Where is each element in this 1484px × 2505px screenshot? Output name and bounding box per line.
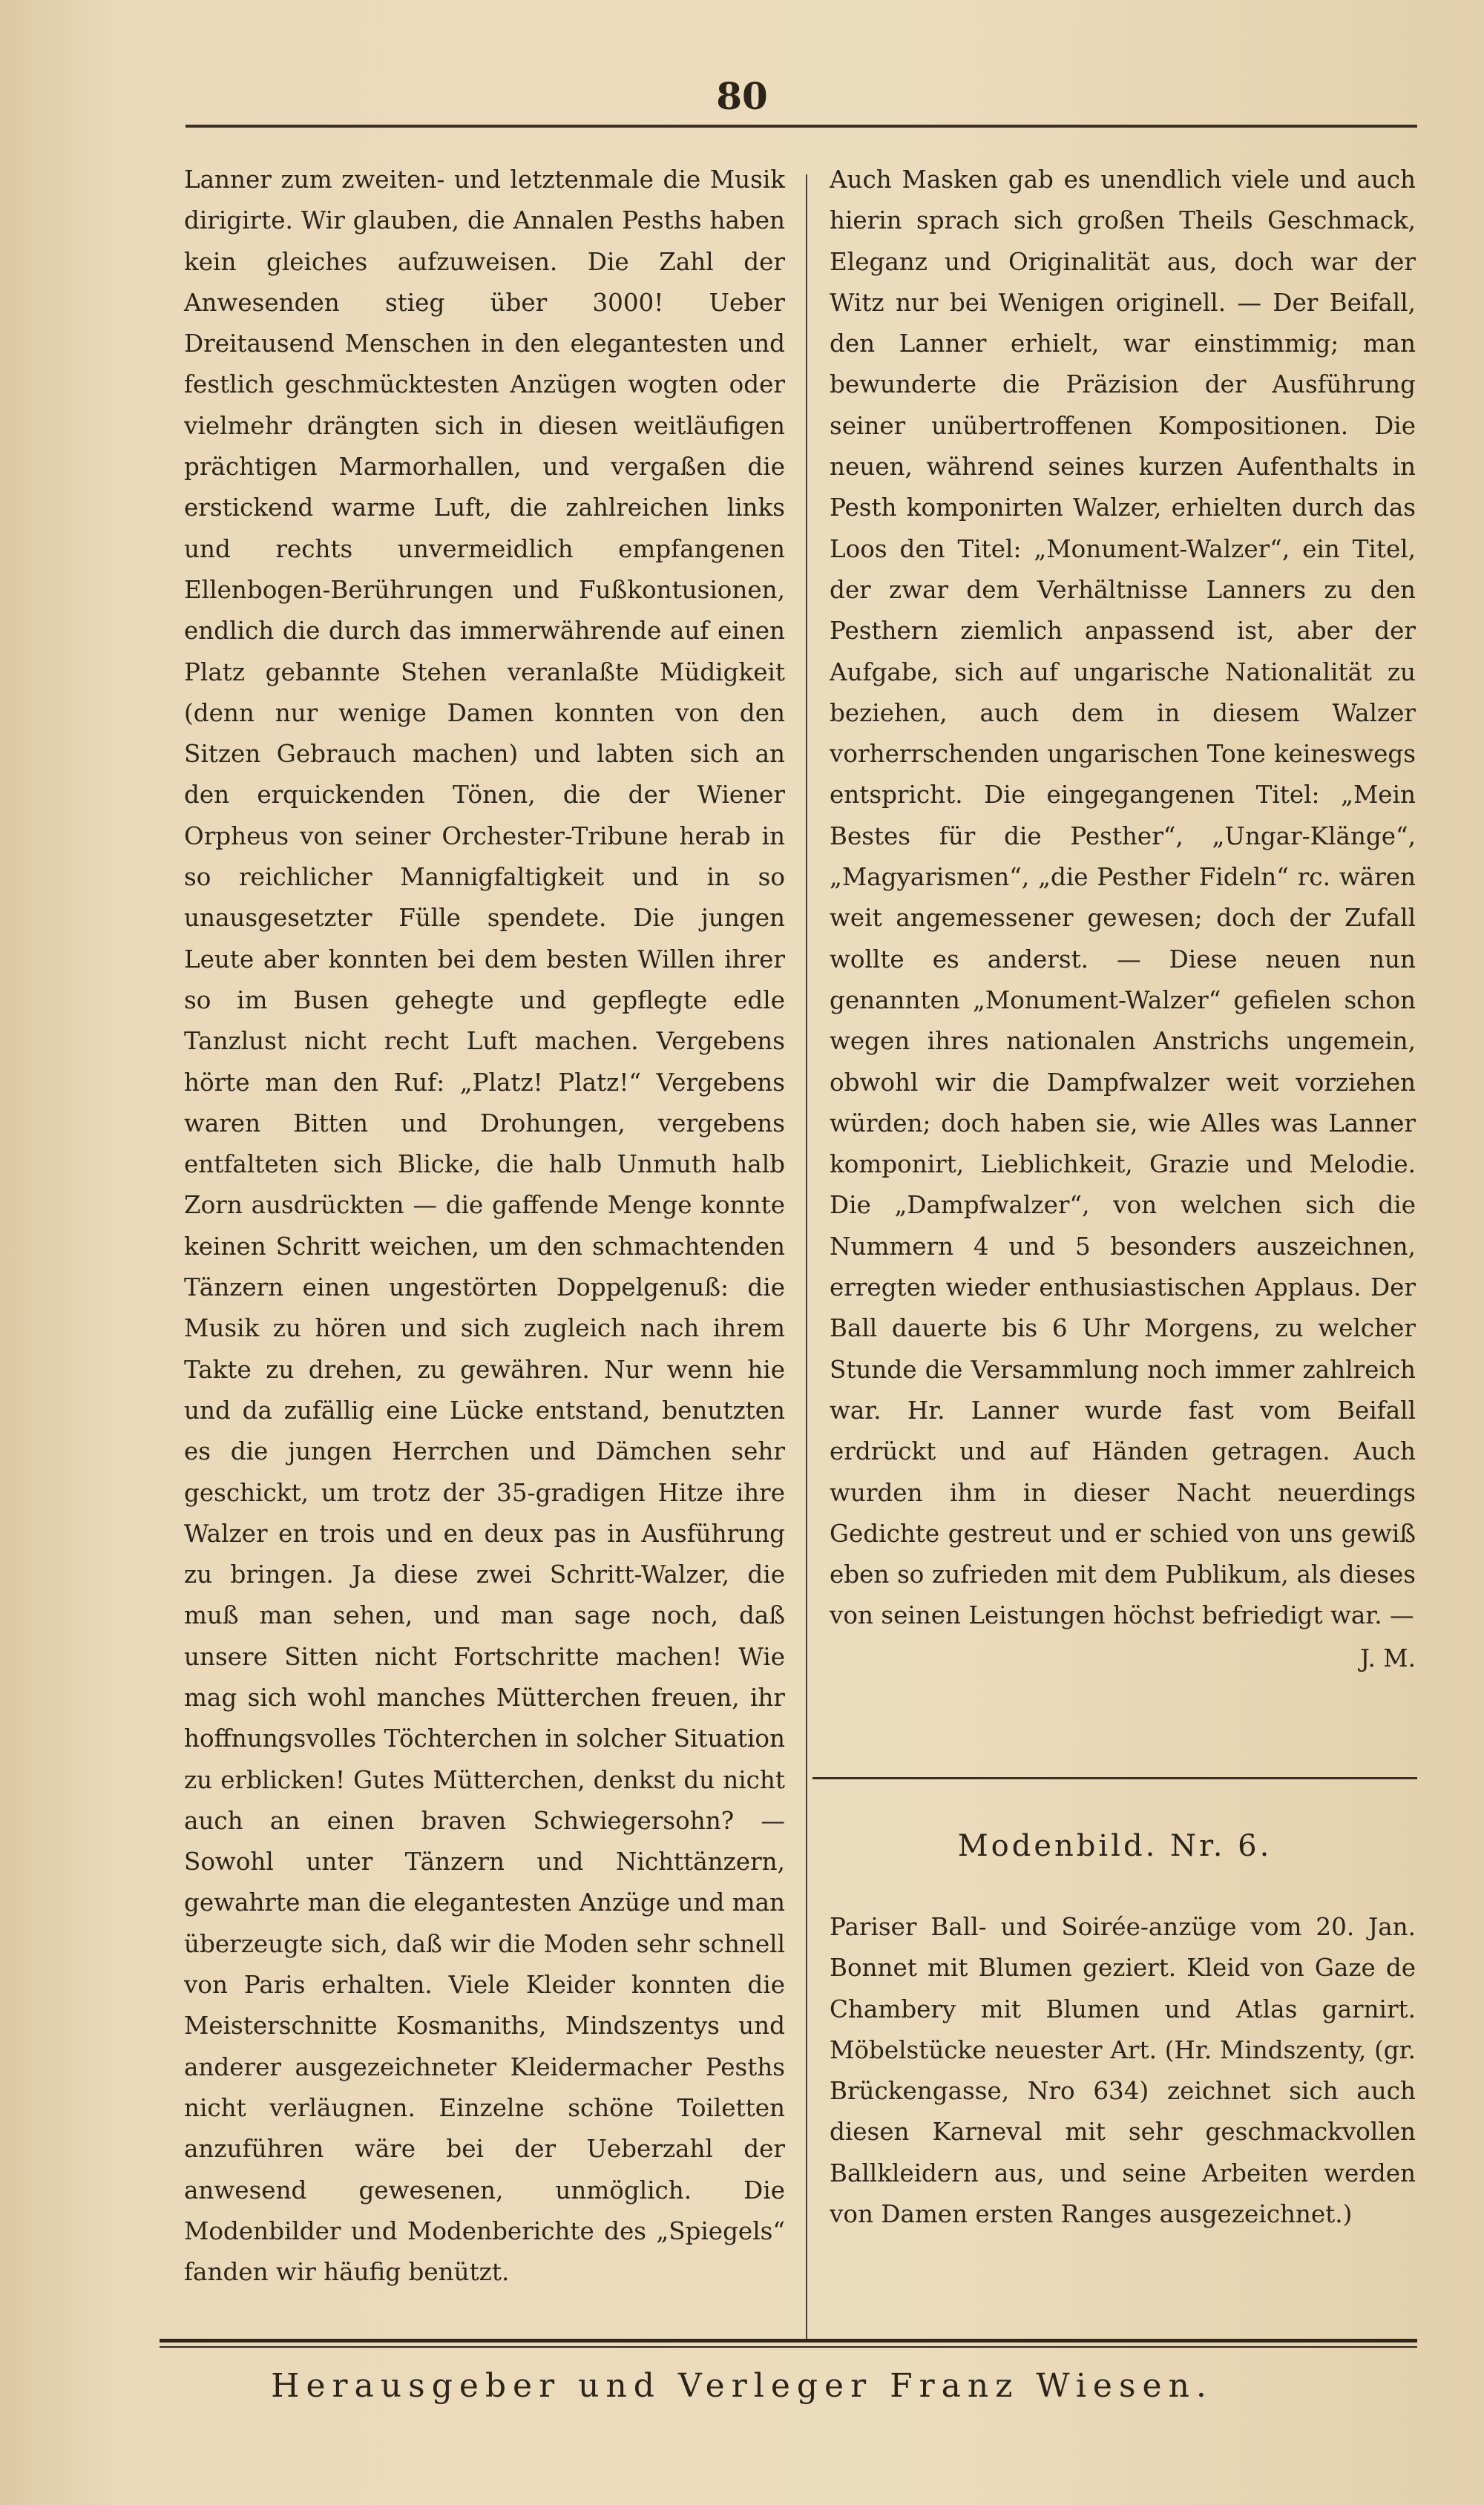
bottom-rule-thick bbox=[160, 2339, 1417, 2343]
right-column-text: Auch Masken gab es unendlich viele und auch hierin sprach sich großen Theils Geschmack, Eleganz und Originalität aus, doch war der Witz nur bei Wenigen originell. — Der Beifall, den Lanner erhielt, war einstimmig; man bewunderte die Präzision der Ausführung seiner unübertroffenen Kompositionen. Die neuen, während seines kurzen Aufenthalts in Pesth komponirten Walzer, erhielten durch das Loos den Titel: „Monument-Walzer“, ein Titel, der zwar dem Verhältnisse Lanners zu den Pesthern ziemlich anpassend ist, aber der Aufgabe, sich auf ungarische Nationalität zu beziehen, auch dem in diesem Walzer vorherrschenden ungarischen Tone keineswegs entspricht. Die eingegangenen Titel: „Mein Bestes für die Pesther“, „Ungar-Klänge“, „Magyarismen“, „die Pesther Fideln“ rc. wären weit angemessener gewesen; doch der Zufall wollte es anderst. — Diese neuen nun genannten „Monument-Walzer“ gefielen schon wegen ihres nationalen Anstrichs ungemein, obwohl wir die Dampfwalzer weit vorziehen würden; doch haben sie, wie Alles was Lanner komponirt, Lieblichkeit, Grazie und Melodie. Die „Dampfwalzer“, von welchen sich die Nummern 4 und 5 besonders auszeichnen, erregten wieder enthusiastischen Applaus. Der Ball dauerte bis 6 Uhr Morgens, zu welcher Stunde die Versammlung noch immer zahlreich war. Hr. Lanner wurde fast vom Beifall erdrückt und auf Händen getragen. Auch wurden ihm in dieser Nacht neuerdings Gedichte gestreut und er schied von uns gewiß eben so zufrieden mit dem Publikum, als dieses von seinen Leistungen höchst befriedigt war. — bbox=[830, 165, 1416, 1630]
top-rule bbox=[186, 125, 1417, 128]
left-column-text: Lanner zum zweiten- und letztenmale die Musik dirigirte. Wir glauben, die Annalen Pesths haben kein gleiches aufzuweisen. Die Zahl der Anwesenden stieg über 3000! Ueber Dreitausend Menschen in den elegantesten und festlich geschmücktesten Anzügen wogten oder vielmehr drängten sich in diesen weitläufigen prächtigen Marmorhallen, und vergaßen die erstickend warme Luft, die zahlreichen links und rechts unvermeidlich empfangenen Ellenbogen-Berührungen und Fußkontusionen, endlich die durch das immerwährende auf einen Platz gebannte Stehen veranlaßte Müdigkeit (denn nur wenige Damen konnten von den Sitzen Gebrauch machen) und labten sich an den erquickenden Tönen, die der Wiener Orpheus von seiner Orchester-Tribune herab in so reichlicher Mannigfaltigkeit und in so unausgesetzter Fülle spendete. Die jungen Leute aber konnten bei dem besten Willen ihrer so im Busen gehegte und gepflegte edle Tanzlust nicht recht Luft machen. Vergebens hörte man den Ruf: „Platz! Platz!“ Vergebens waren Bitten und Drohungen, vergebens entfalteten sich Blicke, die halb Unmuth halb Zorn ausdrückten — die gaffende Menge konnte keinen Schritt weichen, um den schmachtenden Tänzern einen ungestörten Doppelgenuß: die Musik zu hören und sich zugleich nach ihrem Takte zu drehen, zu gewähren. Nur wenn hie und da zufällig eine Lücke entstand, benutzten es die jungen Herrchen und Dämchen sehr geschickt, um trotz der 35-gradigen Hitze ihre Walzer en trois und en deux pas in Ausführung zu bringen. Ja diese zwei Schritt-Walzer, die muß man sehen, und man sage noch, daß unsere Sitten nicht Fortschritte machen! Wie mag sich wohl manches Mütterchen freuen, ihr hoffnungsvolles Töchterchen in solcher Situation zu erblicken! Gutes Mütterchen, denkst du nicht auch an einen braven Schwiegersohn? — Sowohl unter Tänzern und Nichttänzern, gewahrte man die elegantesten Anzüge und man überzeugte sich, daß wir die Moden sehr schnell von Paris erhalten. Viele Kleider konnten die Meisterschnitte Kosmaniths, Mindszentys und anderer ausgezeichneter Kleidermacher Pesths nicht verläugnen. Einzelne schöne Toiletten anzuführen wäre bei der Ueberzahl der anwesend gewesenen, unmöglich. Die Modenbilder und Modenberichte des „Spiegels“ fanden wir häufig benützt. bbox=[184, 165, 785, 2287]
right-column bbox=[830, 160, 1416, 1679]
column-divider bbox=[806, 174, 807, 2341]
modenbild-section bbox=[830, 1907, 1416, 2235]
left-column bbox=[184, 160, 785, 2293]
page-number: 80 bbox=[716, 74, 768, 118]
author-signature: J. M. bbox=[1360, 1644, 1416, 1672]
publisher-footer: Herausgeber und Verleger Franz Wiesen. bbox=[271, 2367, 1213, 2405]
modenbild-heading: Modenbild. Nr. 6. bbox=[957, 1829, 1273, 1863]
section-rule bbox=[812, 1777, 1417, 1779]
bottom-rule-thin bbox=[160, 2346, 1417, 2348]
modenbild-text: Pariser Ball- und Soirée-anzüge vom 20. Jan. Bonnet mit Blumen geziert. Kleid von Gaze de Chambery mit Blumen und Atlas garnirt. Möbelstücke neuester Art. (Hr. Mindszenty, (gr. Brückengasse, Nro 634) zeichnet sich auch diesen Karneval mit sehr geschmackvollen Ballkleidern aus, und seine Arbeiten werden von Damen ersten Ranges ausgezeichnet.) bbox=[830, 1913, 1416, 2229]
